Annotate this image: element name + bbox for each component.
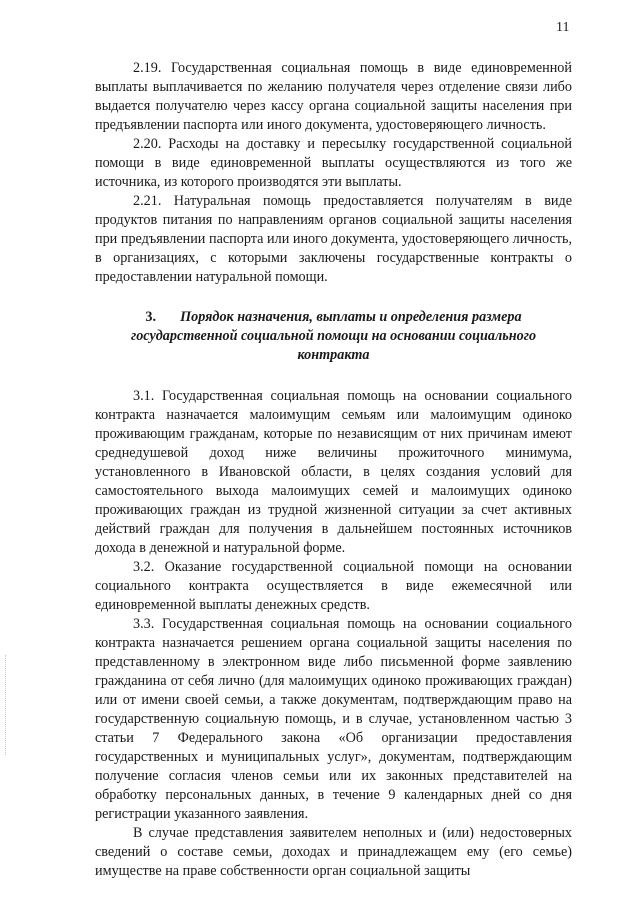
page-number: 11	[556, 20, 570, 35]
paragraph-3-3-continued: В случае представления заявителем неполных и (или) недостоверных сведений о составе семьи, доходах и принадлежащем ему (его семье) имуществе на праве собственности орган социальной защиты	[95, 825, 572, 879]
paragraph-3-3: 3.3. Государственная социальная помощь на основании социального контракта назначается решением органа социальной защиты населения по представленному в электронном виде либо письменной форме заявлению гражданина от себя лично (для малоимущих одиноко проживающих граждан) или от имени своей семьи, а также документам, подтверждающим право на государственную социальную помощь, и в случае, установленном частью 3 статьи 7 Федерального закона «Об организации предоставления государственных и муниципальных услуг», документам, подтверждающим получение согласия членов семьи или их законных представителей на обработку персональных данных, в течение 9 календарных дней со дня регистрации указанного заявления.	[95, 616, 572, 822]
paragraph-2-19: 2.19. Государственная социальная помощь в виде единовременной выплаты выплачивается по желанию получателя через отделение связи либо выдается получателю через кассу органа социальной защиты населения при предъявлении паспорта или иного документа, удостоверяющего личность.	[95, 60, 572, 133]
document-body	[95, 59, 572, 881]
section-heading	[95, 308, 572, 365]
section-number: 3.	[145, 309, 157, 325]
paragraph-2-20: 2.20. Расходы на доставку и пересылку государственной социальной помощи в виде единовременной выплаты осуществляются из того же источника, из которого производятся эти выплаты.	[95, 136, 572, 190]
paragraph-2-21: 2.21. Натуральная помощь предоставляется получателям в виде продуктов питания по направлениям органов социальной защиты населения при предъявлении паспорта или иного документа, удостоверяющего личность, в организациях, с которыми заключены государственные контракты о предоставлении натуральной помощи.	[95, 193, 572, 285]
paragraph-3-1: 3.1. Государственная социальная помощь на основании социального контракта назначается малоимущим семьям или малоимущим одиноко проживающим гражданам, которые по независящим от них причинам имеют среднедушевой доход ниже величины прожиточного минимума, установленного в Ивановской области, в целях создания условий для самостоятельного выхода малоимущих семей и малоимущих одиноко проживающих граждан из трудной жизненной ситуации за счет активных действий граждан для получения в дальнейшем постоянных источников дохода в денежной и натуральной форме.	[95, 388, 572, 556]
margin-scan-mark	[5, 655, 14, 755]
paragraph-3-2: 3.2. Оказание государственной социальной помощи на основании социального контракта осуществляется в виде ежемесячной или единовременной выплаты денежных средств.	[95, 559, 572, 613]
section-title: Порядок назначения, выплаты и определения размера государственной социальной помощи на основании социального контракта	[130, 309, 537, 363]
